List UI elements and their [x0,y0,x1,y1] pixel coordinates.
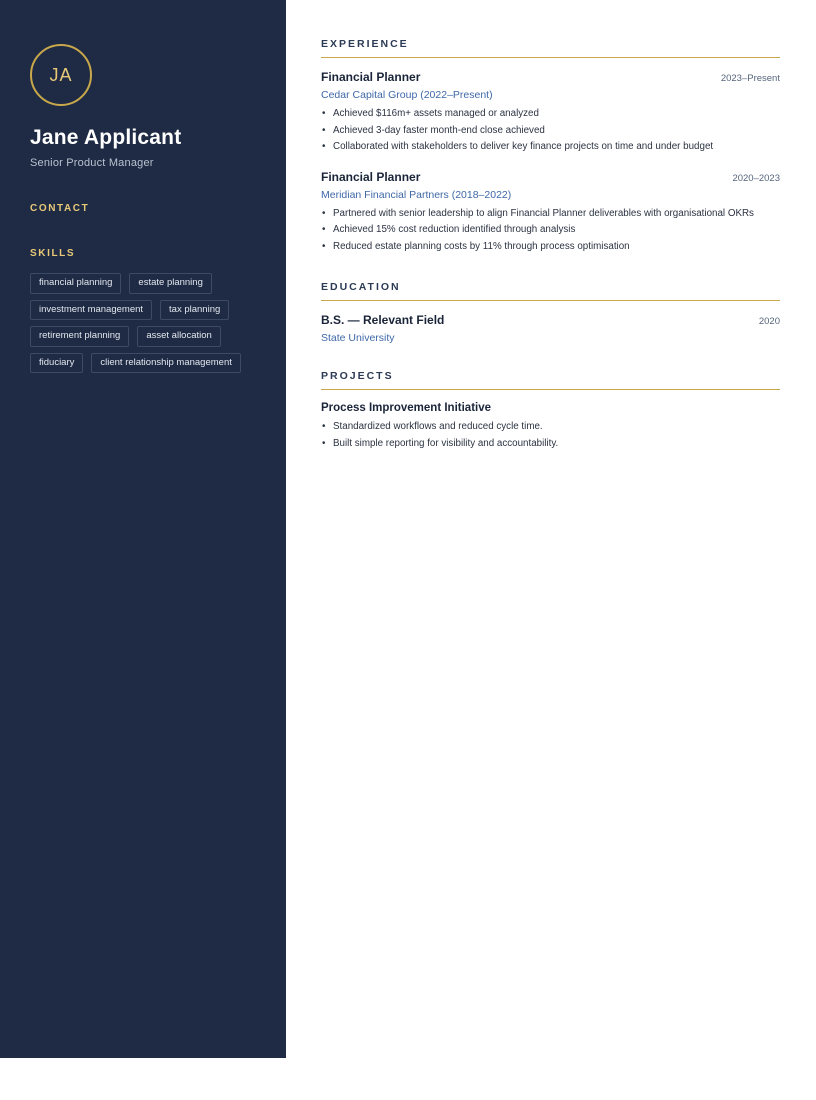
avatar-initials: JA [49,64,73,85]
experience-entry [321,170,780,256]
entry-header [321,170,780,184]
skills-heading: SKILLS [30,248,76,259]
skill-chip: fiduciary [30,353,83,374]
contact-heading: CONTACT [30,203,90,214]
main-content [321,0,780,478]
bullet-item: • Reduced estate planning costs by 11% through process optimisation [321,239,780,256]
project-bullets [321,419,780,452]
education-section [321,281,780,344]
job-employer: Cedar Capital Group (2022–Present) [321,89,493,101]
school-name: State University [321,332,395,344]
skill-chip: client relationship management [91,353,241,374]
experience-heading: EXPERIENCE [321,38,780,58]
skill-chip: retirement planning [30,326,129,347]
avatar [30,44,92,106]
job-title: Financial Planner [321,169,421,184]
bullet-item: • Built simple reporting for visibility and accountability. [321,436,780,453]
degree-title: B.S. — Relevant Field [321,313,445,327]
bullet-item: • Achieved 3-day faster month-end close achieved [321,123,780,140]
job-dates: 2020–2023 [732,172,780,184]
projects-section [321,370,780,452]
job-bullets [321,206,780,256]
project-entry [321,402,780,452]
bullet-item: • Achieved 15% cost reduction identified through analysis [321,222,780,239]
bullet-item: • Achieved $116m+ assets managed or analyzed [321,106,780,123]
skill-chip: estate planning [129,273,211,294]
job-bullets [321,106,780,156]
skill-chip: investment management [30,300,152,321]
job-employer: Meridian Financial Partners (2018–2022) [321,188,512,201]
education-entry [321,313,780,344]
degree-date: 2020 [758,316,780,327]
education-heading: EDUCATION [321,281,780,301]
skill-chip: tax planning [160,300,229,321]
skill-chip: asset allocation [137,326,220,347]
bullet-item: • Partnered with senior leadership to align Financial Planner deliverables with organisational OKRs [321,206,780,223]
projects-heading: PROJECTS [321,370,780,390]
job-title: Financial Planner [321,70,421,84]
skills-list [30,273,256,373]
bullet-item: • Standardized workflows and reduced cycle time. [321,419,780,436]
experience-section [321,38,780,255]
entry-header [321,70,780,84]
bullet-item: • Collaborated with stakeholders to deliver key finance projects on time and under budget [321,139,780,156]
job-dates: 2023–Present [720,73,780,84]
candidate-role: Senior Product Manager [30,157,154,169]
experience-entry [321,70,780,156]
sidebar [0,0,286,1058]
skill-chip: financial planning [30,273,121,294]
project-title: Process Improvement Initiative [321,402,492,414]
entry-header [321,313,780,327]
candidate-name: Jane Applicant [30,126,182,149]
